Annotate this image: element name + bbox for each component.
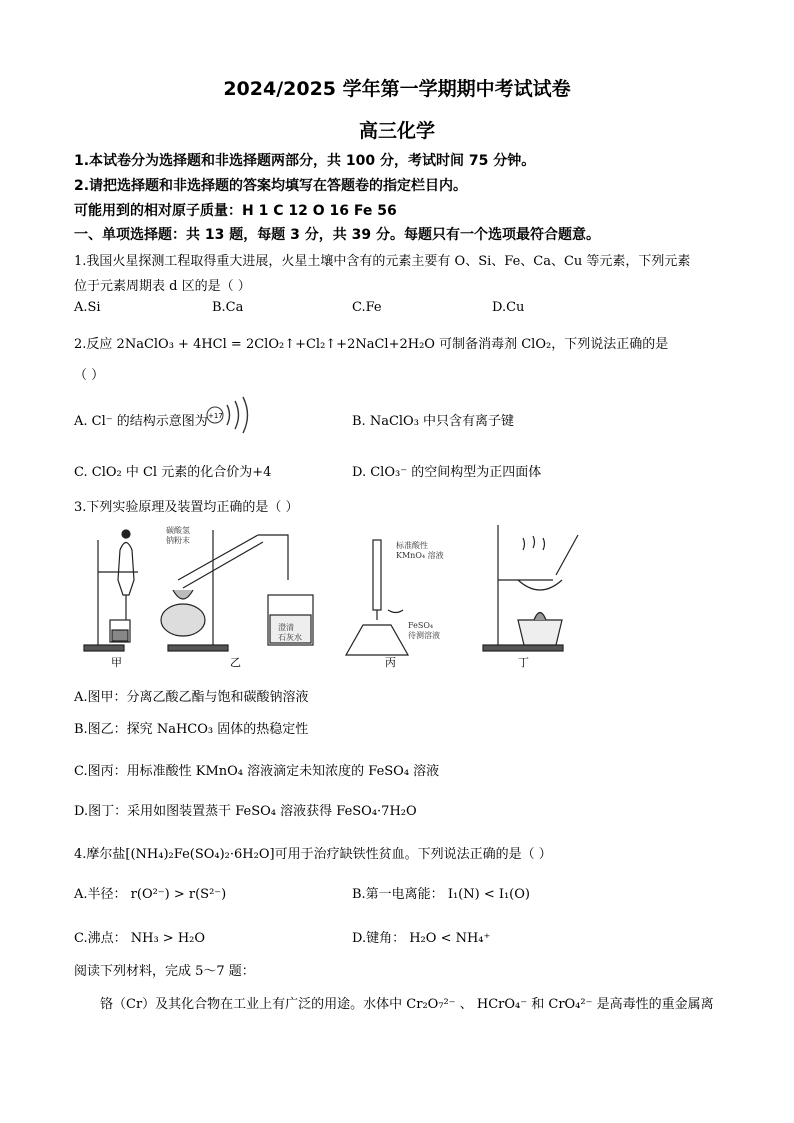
q4-stem: 4.摩尔盐[(NH₄)₂Fe(SO₄)₂·6H₂O]可用于治疗缺铁性贫血。下列说法正确的是（ ） [74,847,552,862]
exam-title: 2024/2025 学年第一学期期中考试试卷 [223,78,571,100]
fig-label-jia: 甲 [111,656,122,669]
reading-passage: 铬（Cr）及其化合物在工业上有广泛的用途。水体中 Cr₂O₇²⁻ 、 HCrO₄⁻ 和 CrO₄²⁻ 是高毒性的重金属离 [100,997,714,1012]
q1-option-d: D.Cu [492,300,525,315]
q2-suffix: 可制备消毒剂 ClO₂，下列说法正确的是 [439,337,669,352]
q3-apparatus-figure [78,520,638,670]
fig-text-bing-bottom2: 待测溶液 [408,631,440,640]
exam-subtitle: 高三化学 [358,120,435,142]
q3-option-c: C.图丙：用标准酸性 KMnO₄ 溶液滴定未知浓度的 FeSO₄ 溶液 [74,764,440,779]
q1-option-a: A.Si [74,300,101,315]
fig-text-bing-bottom: FeSO₄ [408,621,434,630]
fig-text-yi-right: 澄清 [278,623,294,632]
fig-label-ding: 丁 [518,656,529,669]
fig-text-yi-top: 碳酸氢 [166,526,190,535]
q1-option-c: C.Fe [352,300,382,315]
q3-stem: 3.下列实验原理及装置均正确的是（ ） [74,500,299,515]
q2-equation: 2NaClO₃ + 4HCl = 2ClO₂↑+Cl₂↑+2NaCl+2H₂O [116,337,435,352]
q2-option-b: B. NaClO₃ 中只含有离子键 [352,414,515,429]
q3-option-a: A.图甲：分离乙酸乙酯与饱和碳酸钠溶液 [74,690,309,705]
q4-option-d: D.键角： H₂O < NH₄⁺ [352,931,491,946]
q3-option-b: B.图乙：探究 NaHCO₃ 固体的热稳定性 [74,722,309,737]
q1-stem-line2: 位于元素周期表 d 区的是（ ） [74,279,251,294]
fig-label-yi: 乙 [230,656,241,669]
fig-text-bing-top2: KMnO₄ 溶液 [396,551,444,560]
q2-stem-line2: （ ） [74,368,105,383]
q3-option-d: D.图丁：采用如图装置蒸干 FeSO₄ 溶液获得 FeSO₄·7H₂O [74,804,417,819]
apparatus-ding [483,525,578,651]
cl-ion-structure-diagram [205,395,255,435]
section-heading: 一、单项选择题：共 13 题，每题 3 分，共 39 分。每题只有一个选项最符合题意。 [74,227,600,243]
q4-option-a: A.半径： r(O²⁻) > r(S²⁻) [74,887,227,902]
q4-option-b: B.第一电离能： I₁(N) < I₁(O) [352,887,530,902]
q2-option-c: C. ClO₂ 中 Cl 元素的化合价为+4 [74,465,272,480]
q4-option-c: C.沸点： NH₃ > H₂O [74,931,206,946]
q2-option-a [74,410,208,429]
instruction-2: 2.请把选择题和非选择题的答案均填写在答题卷的指定栏目内。 [74,178,468,194]
fig-text-yi-right2: 石灰水 [278,633,302,642]
atomic-masses: 可能用到的相对原子质量：H 1 C 12 O 16 Fe 56 [74,203,397,219]
apparatus-jia [84,530,138,651]
apparatus-bing [346,540,444,655]
instruction-1: 1.本试卷分为选择题和非选择题两部分，共 100 分，考试时间 75 分钟。 [74,153,536,169]
reading-intro: 阅读下列材料，完成 5～7 题： [74,964,255,979]
fig-label-bing: 丙 [385,656,396,669]
q2-stem [74,333,668,352]
nucleus-charge-label: +17 [208,412,223,420]
fig-text-yi-top2: 钠粉末 [166,536,190,545]
fig-text-bing-top: 标准酸性 [396,541,428,550]
q1-option-b: B.Ca [212,300,244,315]
q2-option-a-text: A. Cl⁻ 的结构示意图为 [74,414,208,429]
q2-prefix: 2.反应 [74,337,113,352]
q1-stem-line1: 1.我国火星探测工程取得重大进展，火星土壤中含有的元素主要有 O、Si、Fe、Ca、Cu 等元素，下列元素 [74,254,691,269]
q2-option-d: D. ClO₃⁻ 的空间构型为正四面体 [352,465,542,480]
apparatus-yi [161,525,313,651]
